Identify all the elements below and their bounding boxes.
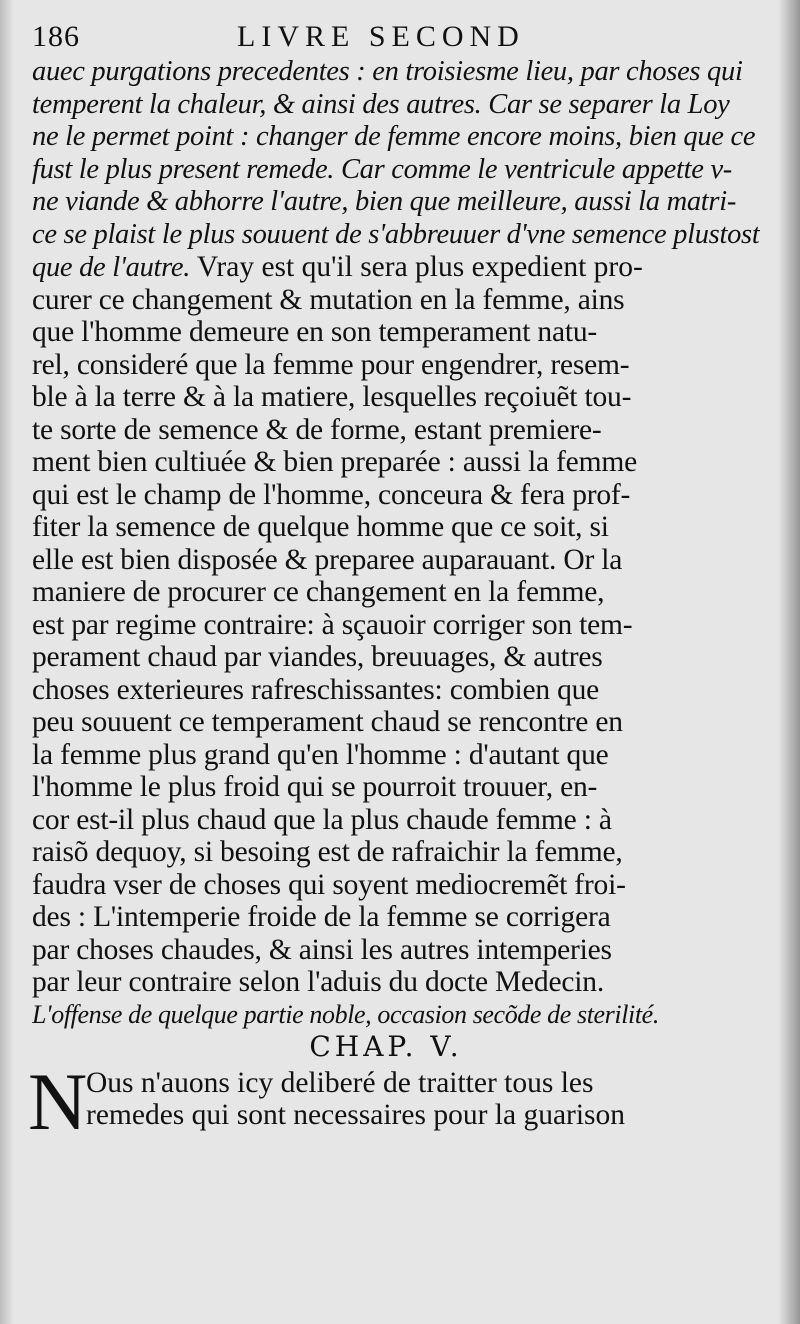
page-header	[32, 20, 760, 56]
text-line: temperent la chaleur, & ainsi des autres. Car se separer la Loy	[32, 88, 730, 120]
chapter-heading: CHAP. V.	[309, 1030, 463, 1063]
text-line: la femme plus grand qu'en l'homme : d'autant que	[32, 738, 609, 771]
text-line: choses exterieures rafreschissantes: combien que	[32, 673, 600, 706]
page-edge-shadow	[778, 0, 800, 1324]
text-line: maniere de procurer ce changement en la femme,	[32, 576, 605, 608]
section-heading: L'offense de quelque partie noble, occasion secõde de sterilité.	[32, 999, 659, 1029]
text-line: qui est le champ de l'homme, conceura & fera prof-	[32, 478, 631, 511]
page-gutter-shadow	[0, 0, 14, 1324]
text-line: est par regime contraire: à sçauoir corriger son tem-	[32, 608, 633, 641]
text-line: que l'homme demeure en son temperament natu-	[32, 316, 598, 348]
chapter-opening	[28, 1056, 760, 1147]
text-line: ment bien cultiuée & bien preparée : aussi la femme	[32, 446, 637, 478]
text-line: par leur contraire selon l'aduis du docte Medecin.	[32, 966, 604, 998]
running-head: LIVRE SECOND	[237, 20, 525, 53]
text-line: l'homme le plus froid qui se pourroit trouuer, en-	[32, 771, 598, 803]
italic-fragment: que de l'autre.	[32, 252, 191, 283]
text-line: peu souuent ce temperament chaud se rencontre en	[32, 706, 623, 738]
text-line: cor est-il plus chaud que la plus chaude femme : à	[32, 803, 612, 836]
text-line: raisõ dequoy, si besoing est de rafraichir la femme,	[32, 836, 623, 868]
text-line: fust le plus present remede. Car comme le ventricule appette v-	[32, 153, 732, 185]
drop-cap: N	[28, 1056, 88, 1147]
text-line-mixed	[32, 251, 760, 284]
text-line: ce se plaist le plus souuent de s'abbreuuer d'vne semence plustost	[32, 218, 760, 250]
roman-fragment: Vray est qu'il sera plus expedient pro-	[190, 251, 643, 283]
text-line: te sorte de semence & de forme, estant premiere-	[32, 413, 602, 446]
text-line: des : L'intemperie froide de la femme se corrigera	[32, 901, 611, 933]
text-line: remedes qui sont necessaires pour la guarison	[86, 1099, 626, 1131]
text-line: fiter la semence de quelque homme que ce soit, si	[32, 511, 609, 543]
text-line: ne viande & abhorre l'autre, bien que meilleure, aussi la matri-	[32, 186, 737, 217]
text-line: curer ce changement & mutation en la femme, ains	[32, 283, 625, 316]
page-number: 186	[32, 20, 80, 53]
text-line: ble à la terre & à la matiere, lesquelles reçoiuẽt tou-	[32, 381, 632, 413]
text-line: faudra vser de choses qui soyent mediocremẽt froi-	[32, 868, 626, 901]
text-line: rel, consideré que la femme pour engendrer, resem-	[32, 348, 630, 381]
text-line: ne le permet point : changer de femme encore moins, bien que ce	[32, 121, 756, 152]
text-line: auec purgations precedentes : en troisiesme lieu, par choses qui	[32, 56, 743, 87]
text-line: elle est bien disposée & preparee auparauant. Or la	[32, 543, 623, 576]
text-line: perament chaud par viandes, breuuages, & autres	[32, 641, 603, 673]
roman-paragraph	[32, 284, 760, 999]
italic-paragraph	[32, 56, 760, 284]
text-line: Ous n'auons icy deliberé de traitter tous les	[86, 1067, 594, 1099]
text-line: par choses chaudes, & ainsi les autres intemperies	[32, 933, 612, 966]
